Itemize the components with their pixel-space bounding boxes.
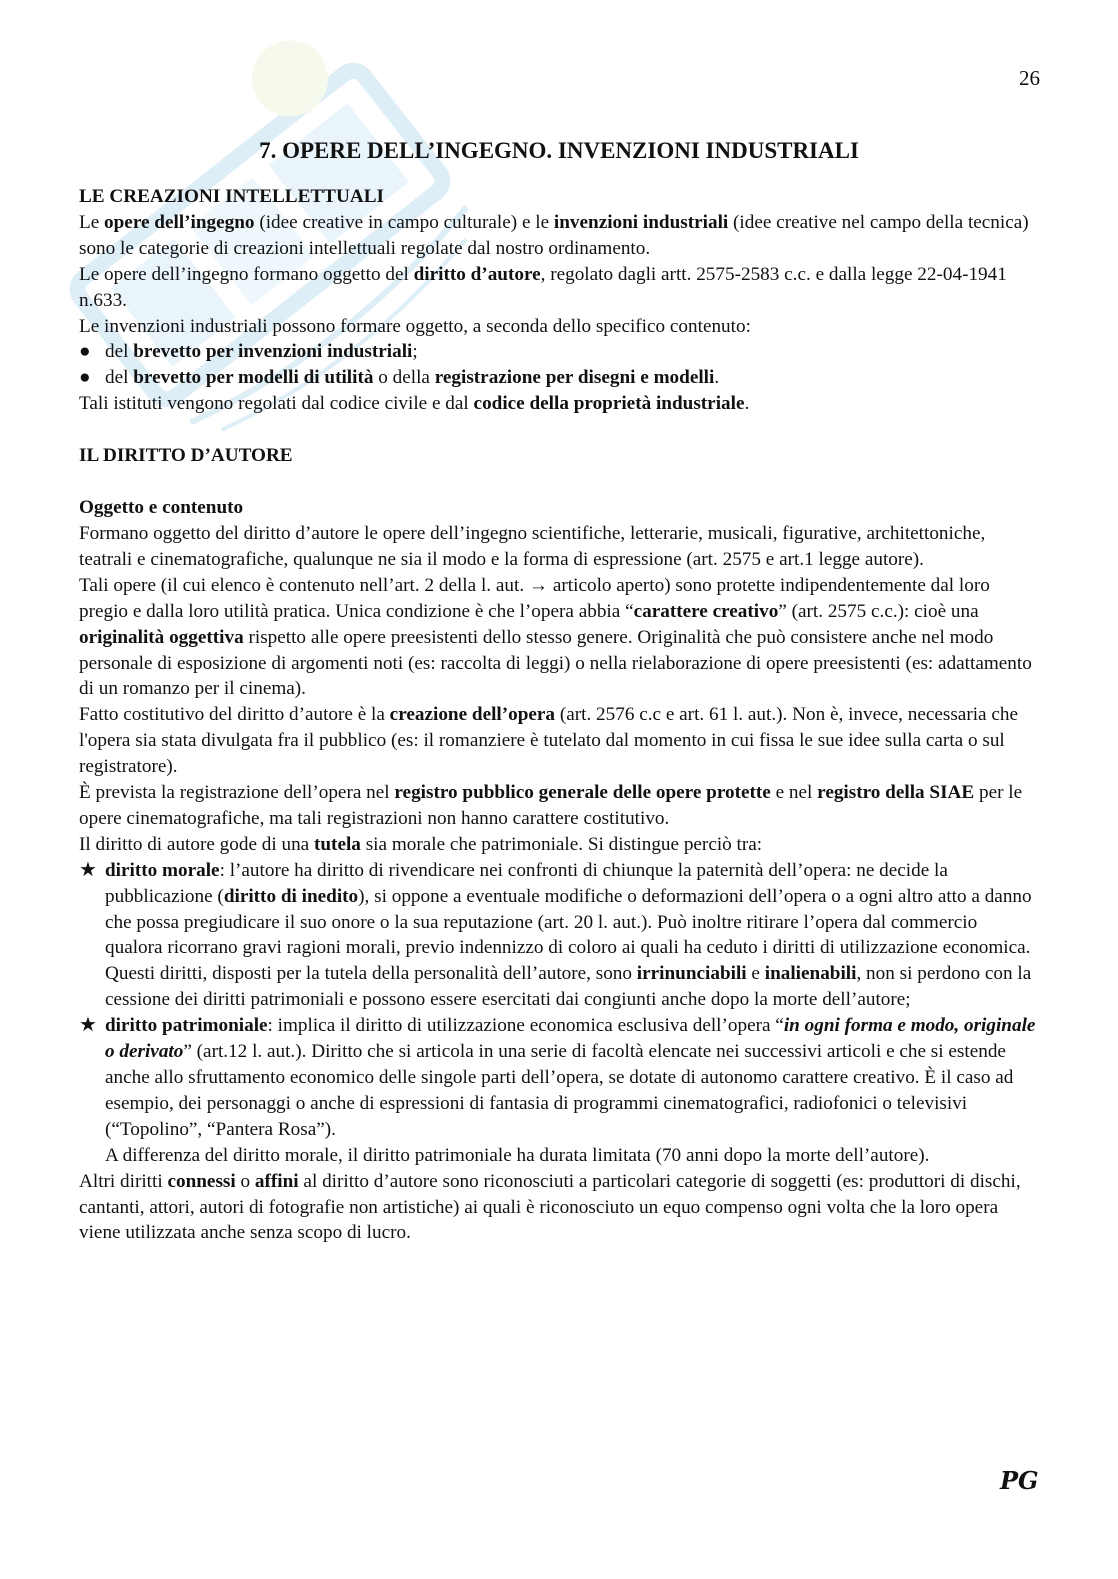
- paragraph: Le invenzioni industriali possono formare oggetto, a seconda dello specifico contenuto:: [79, 315, 751, 337]
- paragraph: Fatto costitutivo del diritto d’autore è la creazione dell’opera (art. 2576 c.c e art. 61 l. aut.). Non è, invece, necessaria che l'opera sia stata divulgata fra il pubblico (es: il romanziere è tutelato dal momento in cui fissa le sue idee sulla carta o sul registratore).: [79, 704, 1018, 778]
- paragraph: Le opere dell’ingegno (idee creative in campo culturale) e le invenzioni industriali (idee creative nel campo della tecnica) sono le categorie di creazioni intellettuali regolate dal nostro ordinamento.: [79, 211, 1029, 259]
- star-icon: ★: [79, 1014, 97, 1037]
- section-heading-creazioni: LE CREAZIONI INTELLETTUALI: [79, 186, 384, 207]
- page-title: 7. OPERE DELL’INGEGNO. INVENZIONI INDUSTRIALI: [259, 138, 859, 163]
- list-item-diritto-patrimoniale: ★ diritto patrimoniale: implica il diritto di utilizzazione economica esclusiva dell’opera “in ogni forma e modo, originale o derivato” (art.12 l. aut.). Diritto che si articola in una serie di facoltà elencate nei successivi articoli e che si estende anche allo sfruttamento economico delle singole parti dell’opera, se dotate di autonomo carattere creativo. È il caso ad esempio, dei personaggi o anche di espressioni di fantasia di programmi cinematografici, radiofonici o televisivi (“Topolino”, “Pantera Rosa”). A differenza del diritto morale, il diritto patrimoniale ha durata limitata (70 anni dopo la morte dell’autore).: [79, 1013, 1039, 1168]
- bullet-icon: ●: [79, 367, 91, 389]
- paragraph: Altri diritti connessi o affini al diritto d’autore sono riconosciuti a particolari categorie di soggetti (es: produttori di dischi, cantanti, attori, autori di fotografie non artistiche) ai quali è riconosciuto un equo compenso ogni volta che la loro opera viene utilizzata anche senza scopo di lucro.: [79, 1170, 1021, 1244]
- paragraph: Formano oggetto del diritto d’autore le opere dell’ingegno scientifiche, letterarie, musicali, figurative, architettoniche, teatrali e cinematografiche, qualunque ne sia il modo e la forma di espressione (art. 2575 e art.1 legge autore).: [79, 522, 986, 570]
- paragraph: È prevista la registrazione dell’opera nel registro pubblico generale delle opere protette e nel registro della SIAE per le opere cinematografiche, ma tali registrazioni non hanno carattere costitutivo.: [79, 782, 1023, 829]
- subheading-oggetto: Oggetto e contenuto: [79, 497, 244, 519]
- section-heading-diritto-autore: IL DIRITTO D’AUTORE: [79, 445, 293, 467]
- bullet-icon: ●: [79, 341, 91, 363]
- paragraph: Le opere dell’ingegno formano oggetto del diritto d’autore, regolato dagli artt. 2575-2583 c.c. e dalla legge 22-04-1941 n.633.: [79, 263, 1007, 311]
- footer-initials: PG: [1000, 1466, 1039, 1495]
- star-icon: ★: [79, 858, 97, 881]
- list-item: ● del brevetto per invenzioni industriali;: [79, 339, 1039, 365]
- page-number: 26: [1019, 66, 1040, 90]
- paragraph: Il diritto di autore gode di una tutela sia morale che patrimoniale. Si distingue perciò tra:: [79, 833, 763, 855]
- paragraph: Tali istituti vengono regolati dal codice civile e dal codice della proprietà industriale.: [79, 393, 750, 415]
- list-item: ● del brevetto per modelli di utilità o della registrazione per disegni e modelli.: [79, 365, 1039, 391]
- paragraph: Tali opere (il cui elenco è contenuto nell’art. 2 della l. aut. → articolo aperto) sono protette indipendentemente dal loro pregio e dalla loro utilità pratica. Unica condizione è che l’opera abbia “carattere creativo” (art. 2575 c.c.): cioè una originalità oggettiva rispetto alle opere preesistenti dello stesso genere. Originalità che può consistere anche nel modo personale di esposizione di argomenti noti (es: raccolta di leggi) o nella rielaborazione di opere preesistenti (es: adattamento di un romanzo per il cinema).: [79, 574, 1032, 700]
- page-content: [79, 130, 1039, 1246]
- list-item-diritto-morale: ★ diritto morale: l’autore ha diritto di rivendicare nei confronti di chiunque la paternità dell’opera: ne decide la pubblicazione (diritto di inedito), si oppone a eventuale modifiche o deformazioni dell’opera o a ogni altro atto a danno che possa pregiudicare il suo onore o la sua reputazione (art. 20 l. aut.). Può inoltre ritirare l’opera dal commercio qualora ricorrano gravi ragioni morali, previo indennizzo di coloro ai quali ha ceduto i diritti di utilizzazione economica. Questi diritti, disposti per la tutela della personalità dell’autore, sono irrinunciabili e inalienabili, non si perdono con la cessione dei diritti patrimoniali e possono essere esercitati dai congiunti anche dopo la morte dell’autore;: [79, 858, 1039, 1013]
